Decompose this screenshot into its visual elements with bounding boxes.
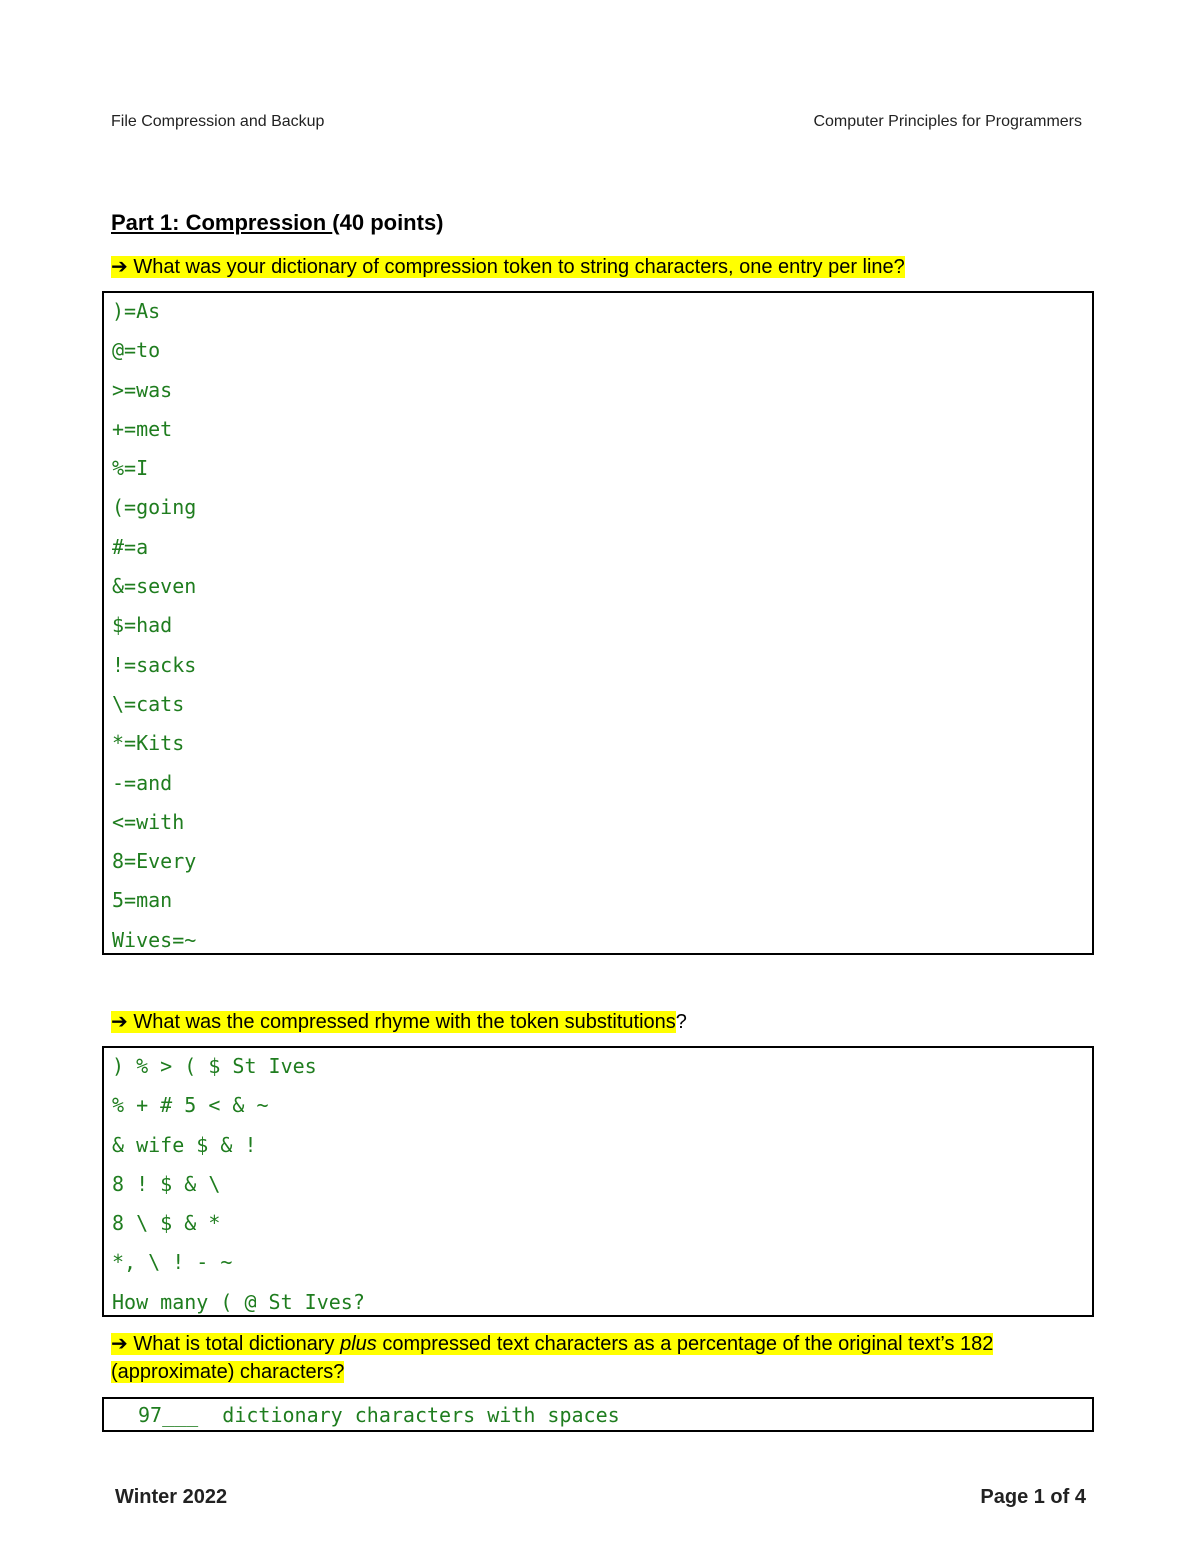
question-rhyme bbox=[111, 1008, 687, 1036]
question-percentage bbox=[111, 1330, 993, 1386]
dictionary-entry: *=Kits bbox=[112, 731, 185, 756]
rhyme-line: 8 ! $ & \ bbox=[112, 1171, 221, 1196]
dictionary-entry: %=I bbox=[112, 456, 149, 481]
answer-box bbox=[102, 1397, 1094, 1432]
arrow-icon: ➔ bbox=[111, 1333, 128, 1355]
question-dictionary-text: What was your dictionary of compression token to string characters, one entry per line? bbox=[127, 256, 905, 278]
dictionary-entry: 8=Every bbox=[112, 849, 197, 874]
dictionary-entry: -=and bbox=[112, 770, 173, 795]
rhyme-line: *, \ ! - ~ bbox=[112, 1250, 233, 1275]
dictionary-entry: 5=man bbox=[112, 888, 173, 913]
answer-line bbox=[104, 1399, 1092, 1431]
dictionary-entry: &=seven bbox=[112, 574, 197, 599]
dictionary-entry: (=going bbox=[112, 495, 197, 520]
part-title-points: (40 points) bbox=[332, 210, 444, 235]
question-rhyme-tail: ? bbox=[675, 1011, 687, 1033]
question-percentage-italic: plus bbox=[340, 1333, 377, 1355]
dictionary-entry: >=was bbox=[112, 377, 173, 402]
footer-left: Winter 2022 bbox=[115, 1486, 228, 1508]
rhyme-line: How many ( @ St Ives? bbox=[112, 1289, 365, 1314]
rhyme-box bbox=[102, 1046, 1094, 1317]
dictionary-entry: @=to bbox=[112, 338, 161, 363]
rhyme-line: % + # 5 < & ~ bbox=[112, 1093, 269, 1118]
answer-value: 97___ bbox=[138, 1403, 199, 1427]
arrow-icon: ➔ bbox=[111, 1011, 128, 1033]
rhyme-line: & wife $ & ! bbox=[112, 1132, 257, 1157]
arrow-icon: ➔ bbox=[111, 256, 128, 278]
header-right: Computer Principles for Programmers bbox=[813, 113, 1082, 130]
rhyme-line: ) % > ( $ St Ives bbox=[112, 1054, 317, 1078]
question-percentage-text-c: (approximate) characters? bbox=[111, 1361, 345, 1383]
dictionary-entry: $=had bbox=[112, 613, 173, 638]
dictionary-entry: )=As bbox=[112, 299, 161, 323]
question-dictionary bbox=[111, 253, 905, 281]
question-rhyme-text: What was the compressed rhyme with the token substitutions bbox=[127, 1011, 676, 1033]
dictionary-entry: +=met bbox=[112, 416, 173, 441]
dictionary-entry: \=cats bbox=[112, 691, 185, 716]
dictionary-entry: #=a bbox=[112, 534, 149, 559]
header-left: File Compression and Backup bbox=[111, 113, 325, 130]
dictionary-entry: Wives=~ bbox=[112, 927, 197, 952]
footer-page-number: Page 1 of 4 bbox=[980, 1486, 1086, 1508]
part-title bbox=[111, 210, 444, 236]
answer-label: dictionary characters with spaces bbox=[198, 1403, 620, 1427]
dictionary-entry: !=sacks bbox=[112, 652, 197, 677]
dictionary-entry: <=with bbox=[112, 809, 185, 834]
dictionary-box bbox=[102, 291, 1094, 955]
part-title-main: Part 1: Compression bbox=[111, 210, 333, 235]
question-percentage-text-a: What is total dictionary bbox=[127, 1333, 341, 1355]
rhyme-line: 8 \ $ & * bbox=[112, 1211, 221, 1236]
question-percentage-text-b: compressed text characters as a percentage of the original text’s 182 bbox=[376, 1333, 994, 1355]
